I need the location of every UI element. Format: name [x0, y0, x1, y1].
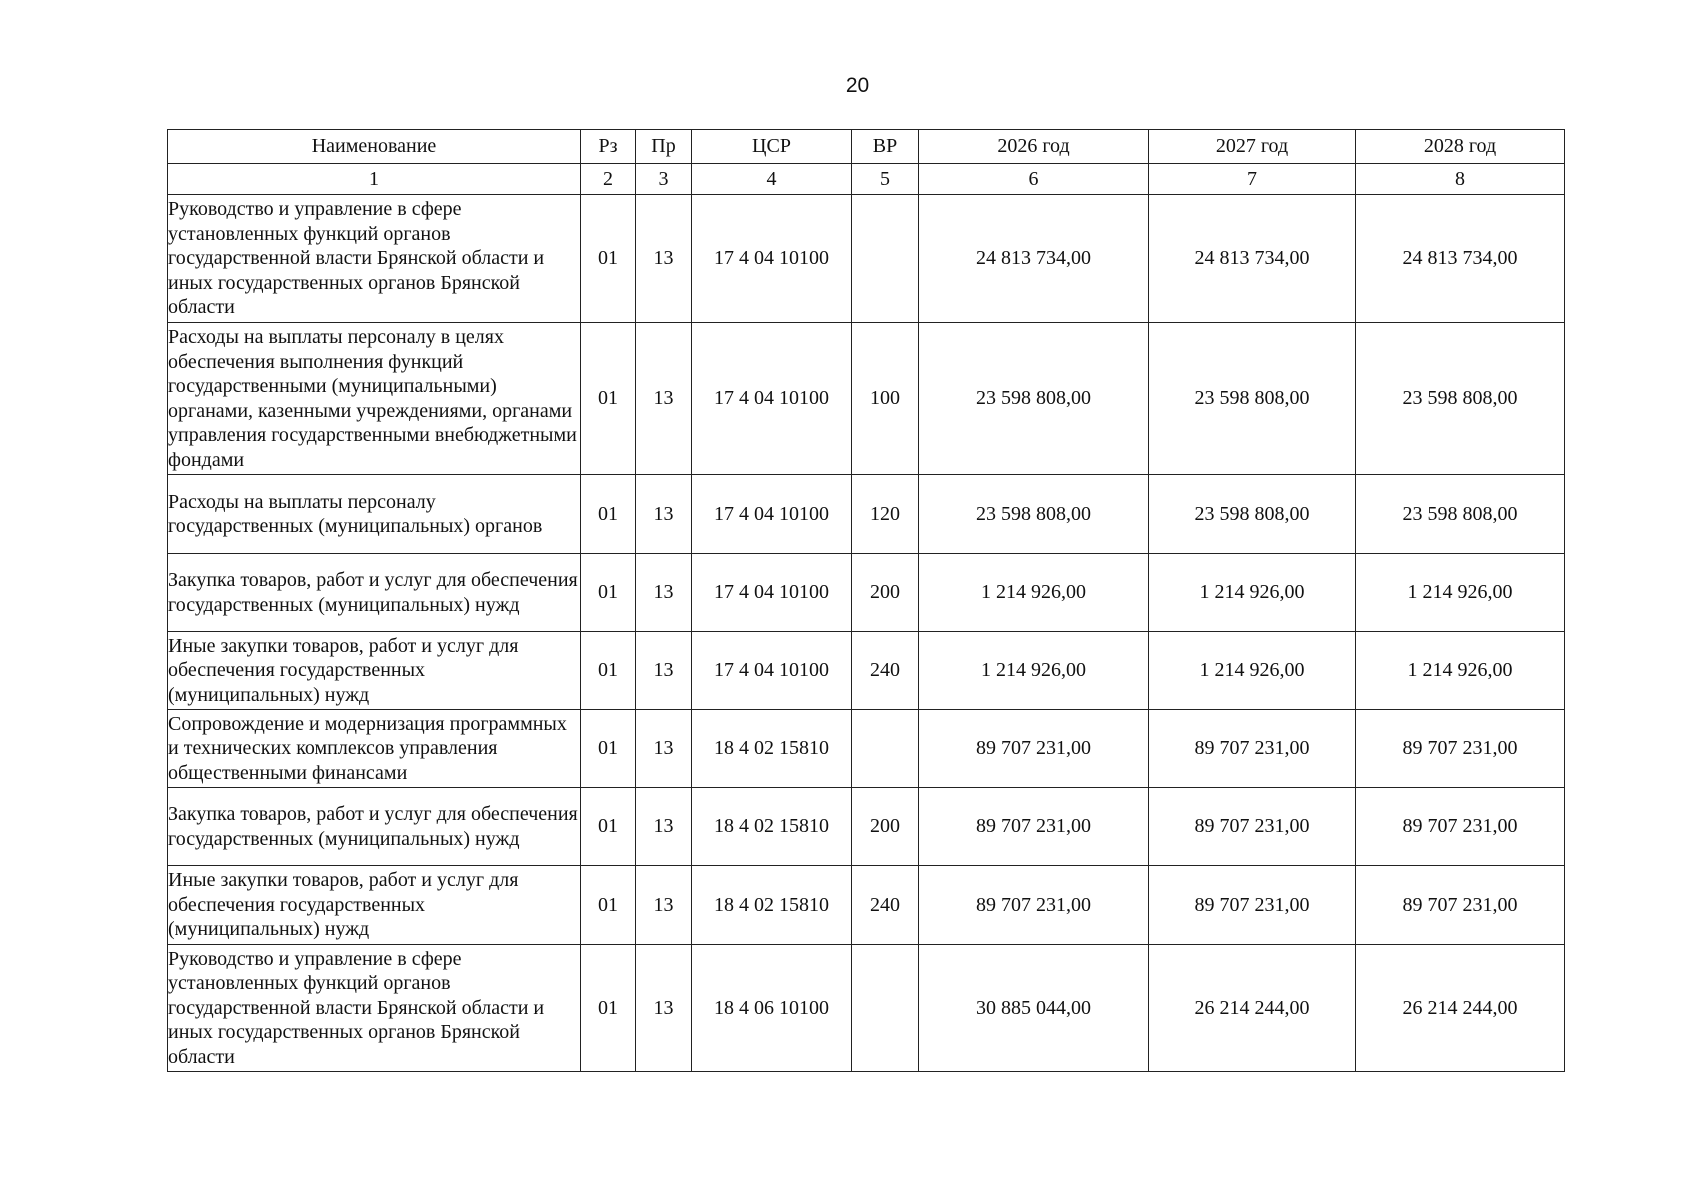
row-rz: 01: [581, 788, 636, 866]
row-amount-2026: 30 885 044,00: [919, 945, 1149, 1072]
page-number: 20: [845, 74, 870, 97]
row-amount-2028: 24 813 734,00: [1356, 195, 1565, 323]
table-row: [168, 475, 1565, 554]
row-amount-2028: 1 214 926,00: [1356, 632, 1565, 710]
table-row: [168, 710, 1565, 788]
column-number: 8: [1356, 164, 1565, 195]
table-row: [168, 554, 1565, 632]
budget-table: [167, 129, 1565, 1072]
header-csr: ЦСР: [692, 130, 852, 164]
row-csr: 17 4 04 10100: [692, 475, 852, 554]
row-vr: 240: [852, 866, 919, 945]
row-vr: 120: [852, 475, 919, 554]
column-number: 4: [692, 164, 852, 195]
row-rz: 01: [581, 710, 636, 788]
row-vr: [852, 710, 919, 788]
row-vr: [852, 195, 919, 323]
row-pr: 13: [636, 195, 692, 323]
row-pr: 13: [636, 475, 692, 554]
row-amount-2026: 89 707 231,00: [919, 710, 1149, 788]
row-rz: 01: [581, 632, 636, 710]
row-amount-2028: 89 707 231,00: [1356, 710, 1565, 788]
header-rz: Рз: [581, 130, 636, 164]
row-amount-2028: 89 707 231,00: [1356, 788, 1565, 866]
row-amount-2028: 89 707 231,00: [1356, 866, 1565, 945]
header-pr: Пр: [636, 130, 692, 164]
header-2026: 2026 год: [919, 130, 1149, 164]
header-2027: 2027 год: [1149, 130, 1356, 164]
row-pr: 13: [636, 710, 692, 788]
row-amount-2027: 1 214 926,00: [1149, 632, 1356, 710]
row-amount-2027: 23 598 808,00: [1149, 475, 1356, 554]
row-vr: [852, 945, 919, 1072]
row-amount-2026: 1 214 926,00: [919, 554, 1149, 632]
row-name: Иные закупки товаров, работ и услуг для обеспечения государственных (муниципальных) нужд: [168, 866, 581, 945]
row-pr: 13: [636, 945, 692, 1072]
row-amount-2026: 89 707 231,00: [919, 788, 1149, 866]
column-number: 1: [168, 164, 581, 195]
row-csr: 18 4 06 10100: [692, 945, 852, 1072]
row-csr: 18 4 02 15810: [692, 788, 852, 866]
row-amount-2028: 26 214 244,00: [1356, 945, 1565, 1072]
row-csr: 17 4 04 10100: [692, 323, 852, 475]
row-amount-2027: 23 598 808,00: [1149, 323, 1356, 475]
row-amount-2027: 89 707 231,00: [1149, 788, 1356, 866]
row-csr: 17 4 04 10100: [692, 632, 852, 710]
table-row: [168, 788, 1565, 866]
row-rz: 01: [581, 475, 636, 554]
row-csr: 18 4 02 15810: [692, 866, 852, 945]
row-name: Закупка товаров, работ и услуг для обеспечения государственных (муниципальных) нужд: [168, 554, 581, 632]
row-pr: 13: [636, 554, 692, 632]
row-name: Расходы на выплаты персоналу государственных (муниципальных) органов: [168, 475, 581, 554]
row-amount-2026: 23 598 808,00: [919, 475, 1149, 554]
row-rz: 01: [581, 945, 636, 1072]
row-amount-2028: 23 598 808,00: [1356, 475, 1565, 554]
row-name: Руководство и управление в сфере установленных функций органов государственной власти Брянской области и иных государственных органов Брянской области: [168, 195, 581, 323]
column-number-row: [168, 164, 1565, 195]
row-rz: 01: [581, 554, 636, 632]
table-row: [168, 945, 1565, 1072]
row-vr: 200: [852, 788, 919, 866]
row-rz: 01: [581, 195, 636, 323]
row-pr: 13: [636, 323, 692, 475]
row-pr: 13: [636, 866, 692, 945]
table-row: [168, 866, 1565, 945]
row-amount-2027: 1 214 926,00: [1149, 554, 1356, 632]
column-number: 7: [1149, 164, 1356, 195]
row-amount-2028: 1 214 926,00: [1356, 554, 1565, 632]
row-name: Сопровождение и модернизация программных и технических комплексов управления общественными финансами: [168, 710, 581, 788]
table-row: [168, 323, 1565, 475]
column-number: 6: [919, 164, 1149, 195]
header-2028: 2028 год: [1356, 130, 1565, 164]
row-pr: 13: [636, 632, 692, 710]
row-csr: 17 4 04 10100: [692, 554, 852, 632]
table-row: [168, 632, 1565, 710]
row-amount-2027: 89 707 231,00: [1149, 710, 1356, 788]
row-name: Расходы на выплаты персоналу в целях обеспечения выполнения функций государственными (муниципальными) органами, казенными учреждениями, органами управления государственными внебюджетными фондами: [168, 323, 581, 475]
row-name: Иные закупки товаров, работ и услуг для обеспечения государственных (муниципальных) нужд: [168, 632, 581, 710]
table-row: [168, 195, 1565, 323]
row-amount-2026: 89 707 231,00: [919, 866, 1149, 945]
row-amount-2026: 1 214 926,00: [919, 632, 1149, 710]
row-name: Руководство и управление в сфере установленных функций органов государственной власти Брянской области и иных государственных органов Брянской области: [168, 945, 581, 1072]
header-vr: ВР: [852, 130, 919, 164]
row-name: Закупка товаров, работ и услуг для обеспечения государственных (муниципальных) нужд: [168, 788, 581, 866]
column-number: 3: [636, 164, 692, 195]
row-vr: 100: [852, 323, 919, 475]
row-amount-2026: 24 813 734,00: [919, 195, 1149, 323]
column-number: 2: [581, 164, 636, 195]
header-row: [168, 130, 1565, 164]
row-amount-2028: 23 598 808,00: [1356, 323, 1565, 475]
row-rz: 01: [581, 866, 636, 945]
row-csr: 18 4 02 15810: [692, 710, 852, 788]
row-amount-2027: 89 707 231,00: [1149, 866, 1356, 945]
row-vr: 240: [852, 632, 919, 710]
row-amount-2026: 23 598 808,00: [919, 323, 1149, 475]
row-amount-2027: 24 813 734,00: [1149, 195, 1356, 323]
row-pr: 13: [636, 788, 692, 866]
header-name: Наименование: [168, 130, 581, 164]
row-vr: 200: [852, 554, 919, 632]
row-csr: 17 4 04 10100: [692, 195, 852, 323]
column-number: 5: [852, 164, 919, 195]
row-rz: 01: [581, 323, 636, 475]
row-amount-2027: 26 214 244,00: [1149, 945, 1356, 1072]
